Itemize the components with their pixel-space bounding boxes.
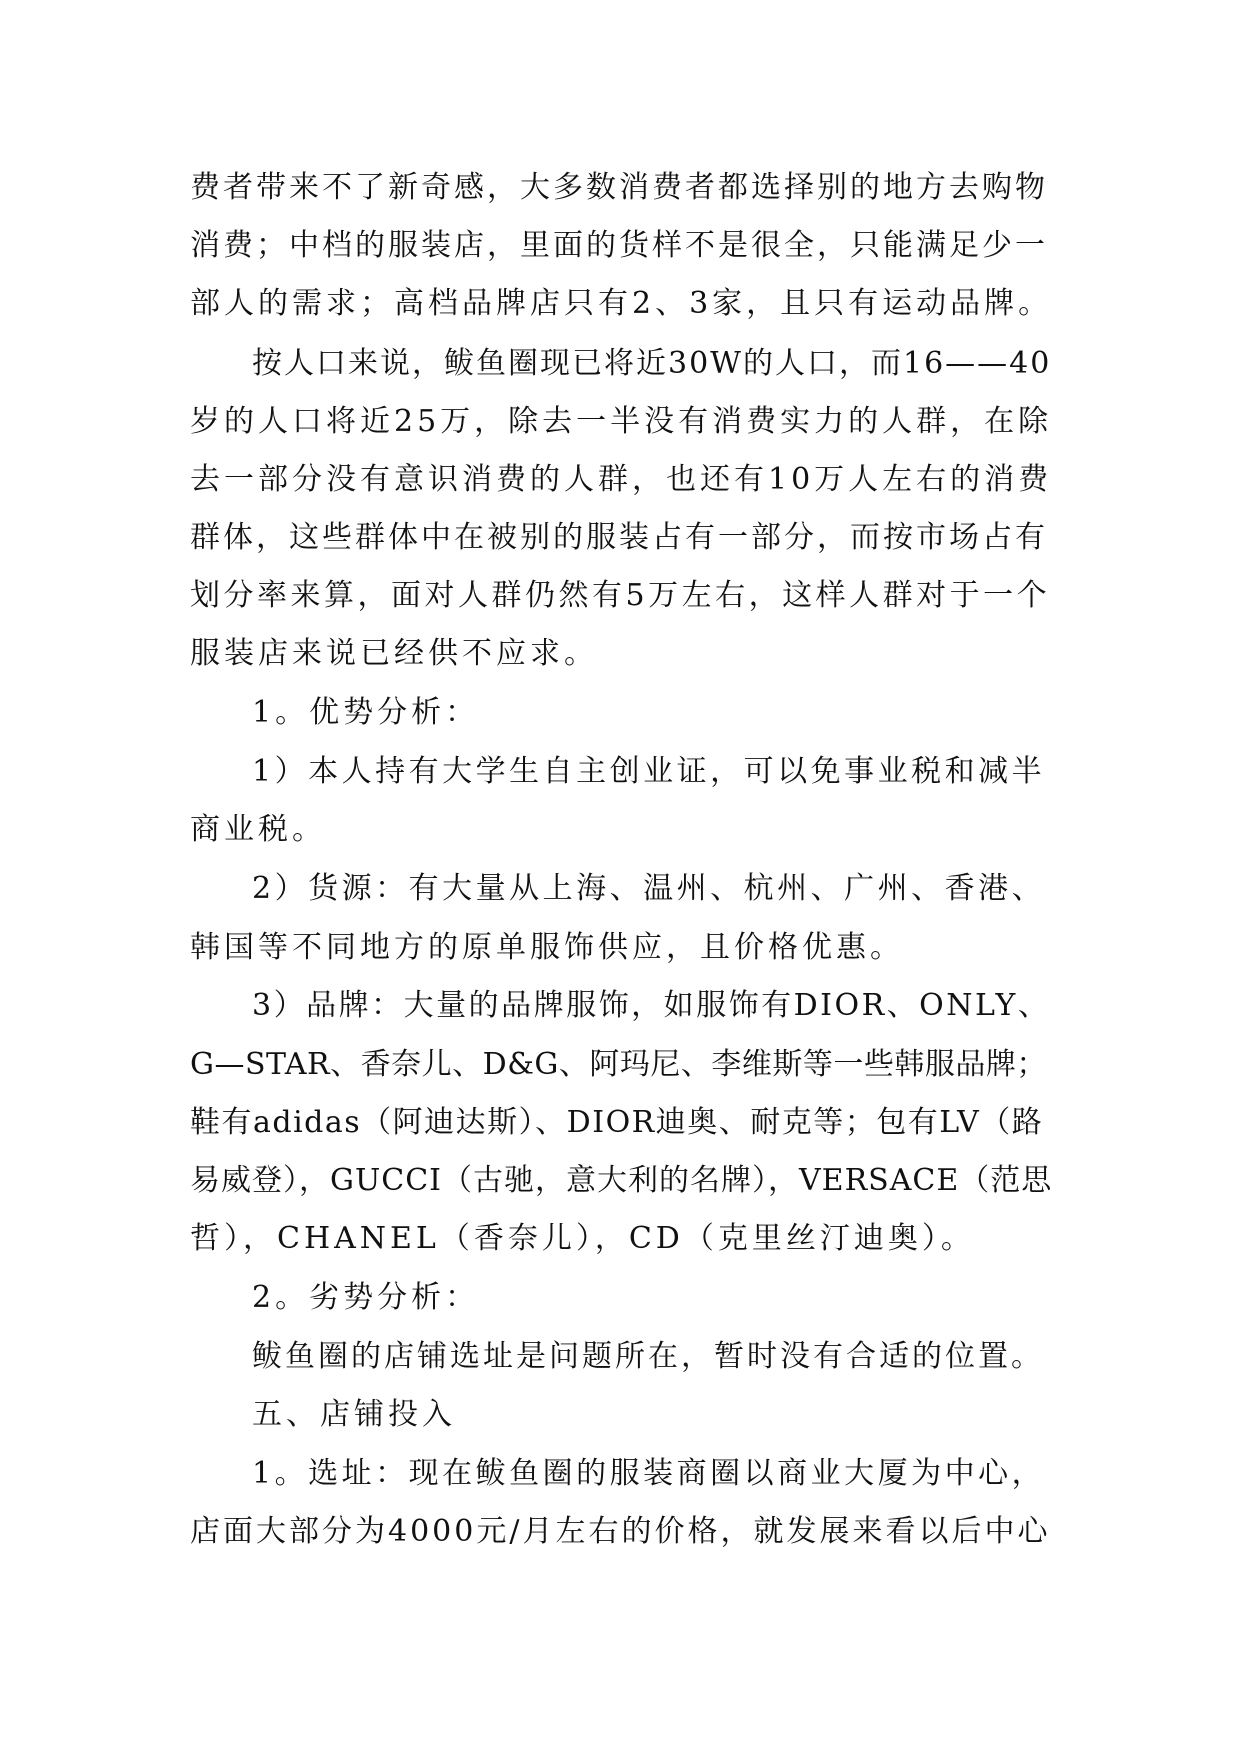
text-line: 鞋有adidas（阿迪达斯）、DIOR迪奥、耐克等；包有LV（路	[190, 1105, 1044, 1140]
text-line: 鲅鱼圈的店铺选址是问题所在，暂时没有合适的位置。	[252, 1339, 1044, 1374]
text-line: 2）货源：有大量从上海、温州、杭州、广州、香港、	[252, 871, 1046, 906]
text-line: 费者带来不了新奇感，大多数消费者都选择别的地方去购物	[190, 170, 1048, 205]
text-line: 1。选址：现在鲅鱼圈的服装商圈以商业大厦为中心，	[252, 1456, 1046, 1491]
text-line: 2。劣势分析：	[252, 1280, 480, 1315]
text-line: 韩国等不同地方的原单服饰供应，且价格优惠。	[190, 930, 904, 965]
text-line: 3）品牌：大量的品牌服饰，如服饰有DIOR、ONLY、	[252, 988, 1051, 1023]
text-line: 岁的人口将近25万，除去一半没有消费实力的人群，在除	[190, 404, 1053, 439]
text-line: 群体，这些群体中在被别的服装占有一部分，而按市场占有	[190, 520, 1048, 555]
text-line: 1。优势分析：	[252, 695, 480, 730]
text-line: 1）本人持有大学生自主创业证，可以免事业税和减半	[252, 754, 1046, 789]
text-line: 划分率来算，面对人群仍然有5万左右，这样人群对于一个	[190, 578, 1051, 613]
text-line: 五、店铺投入	[252, 1397, 456, 1432]
text-line: 易威登），GUCCI（古驰，意大利的名牌），VERSACE（范思	[190, 1163, 1053, 1198]
text-line: 商业税。	[190, 812, 326, 847]
text-line: 店面大部分为4000元/月左右的价格，就发展来看以后中心	[190, 1514, 1051, 1549]
text-line: 按人口来说，鲅鱼圈现已将近30W的人口，而16——40	[252, 346, 1052, 381]
text-line: 消费；中档的服装店，里面的货样不是很全，只能满足少一	[190, 228, 1048, 263]
text-line: G—STAR、香奈儿、D&G、阿玛尼、李维斯等一些韩服品牌；	[190, 1047, 1047, 1082]
text-line: 哲），CHANEL（香奈儿），CD（克里丝汀迪奥）。	[190, 1221, 975, 1256]
text-line: 部人的需求；高档品牌店只有2、3家，且只有运动品牌。	[190, 286, 1053, 321]
text-line: 服装店来说已经供不应求。	[190, 636, 598, 671]
text-line: 去一部分没有意识消费的人群，也还有10万人左右的消费	[190, 462, 1053, 497]
